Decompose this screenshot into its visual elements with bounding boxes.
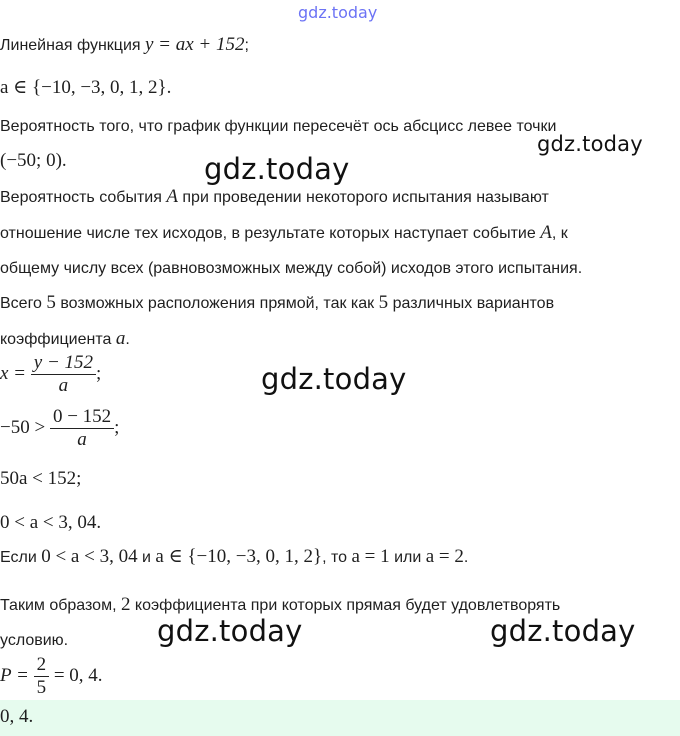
watermark: gdz.today <box>261 362 407 396</box>
text: Вероятность того, что график функции пересечёт ось абсцисс левее точки <box>0 118 557 135</box>
formula-function: y = ax + 152 <box>144 34 245 55</box>
text: коэффициента <box>0 331 116 348</box>
text: , то <box>322 549 352 566</box>
line-result-2 <box>0 630 68 652</box>
fraction-numerator: y − 152 <box>31 352 96 375</box>
math-symbol: A <box>166 186 178 207</box>
answer-value: 0, 4. <box>0 706 34 727</box>
text: коэффициента при которых прямая будет удовлетворять <box>130 597 561 614</box>
watermark: gdz.today <box>204 152 350 186</box>
watermark: gdz.today <box>157 614 303 648</box>
text: или <box>389 549 426 566</box>
line-conclusion <box>0 546 468 569</box>
formula-lhs: P = <box>0 664 29 686</box>
text: различных вариантов <box>388 295 555 312</box>
math-symbol: 5 <box>378 292 389 313</box>
text: возможных расположения прямой, так как <box>55 295 379 312</box>
line-set <box>0 77 171 100</box>
text: Всего <box>0 295 47 312</box>
text: отношение числе тех исходов, в результате которых наступает событие <box>0 225 541 242</box>
line-definition-1 <box>0 186 549 209</box>
math-inline: 0 < a < 3, 04 <box>41 546 138 567</box>
fraction <box>50 406 114 451</box>
text: Линейная функция <box>0 37 145 54</box>
fraction-denominator: a <box>58 375 69 396</box>
line-function <box>0 34 249 57</box>
formula-inequality-1 <box>0 406 119 451</box>
text: ; <box>96 362 102 384</box>
text: условию. <box>0 632 69 649</box>
text: . <box>125 331 130 348</box>
formula-lhs: x = <box>0 362 27 384</box>
math-inline: a = 2 <box>425 546 464 567</box>
text: Вероятность события <box>0 189 167 206</box>
text: при проведении некоторого испытания называют <box>177 189 549 206</box>
formula-point: (−50; 0). <box>0 150 67 171</box>
fraction-denominator: 5 <box>36 677 47 698</box>
text: ; <box>114 416 120 438</box>
fraction-numerator: 0 − 152 <box>50 406 114 429</box>
math-symbol: 5 <box>46 292 56 313</box>
text: , к <box>551 225 568 242</box>
text: общему числу всех (равновозможных между собой) исходов этого испытания. <box>0 260 583 277</box>
fraction-numerator: 2 <box>34 654 50 677</box>
formula-rhs: = 0, 4. <box>53 664 103 686</box>
site-header-logo[interactable]: gdz.today <box>298 3 378 22</box>
math-inline: a = 1 <box>351 546 390 567</box>
fraction <box>34 654 50 699</box>
math-symbol: 2 <box>120 594 131 615</box>
formula-inequality-2: 50a < 152; <box>0 468 82 489</box>
formula-probability <box>0 654 103 699</box>
line-question <box>0 116 556 138</box>
formula-inequality-3: 0 < a < 3, 04. <box>0 512 102 533</box>
line-point <box>0 150 67 173</box>
text: Таким образом, <box>0 597 121 614</box>
fraction <box>31 352 96 397</box>
math-symbol: A <box>540 222 552 243</box>
line-definition-2 <box>0 222 568 245</box>
text: и <box>137 549 156 566</box>
fraction-denominator: a <box>77 429 87 450</box>
formula-x <box>0 352 101 397</box>
text: . <box>463 549 469 566</box>
formula-lhs: −50 > <box>0 416 46 438</box>
line-count <box>0 292 554 315</box>
watermark: gdz.today <box>490 614 636 648</box>
text: Если <box>0 549 42 566</box>
math-symbol: a <box>115 328 126 349</box>
math-inline: a ∈ {−10, −3, 0, 1, 2} <box>155 546 323 567</box>
answer-box <box>0 700 680 736</box>
line-coefficient <box>0 328 130 351</box>
watermark: gdz.today <box>537 132 643 156</box>
text: ; <box>244 37 249 54</box>
formula-set: a ∈ {−10, −3, 0, 1, 2}. <box>0 77 172 98</box>
line-definition-3 <box>0 258 582 280</box>
